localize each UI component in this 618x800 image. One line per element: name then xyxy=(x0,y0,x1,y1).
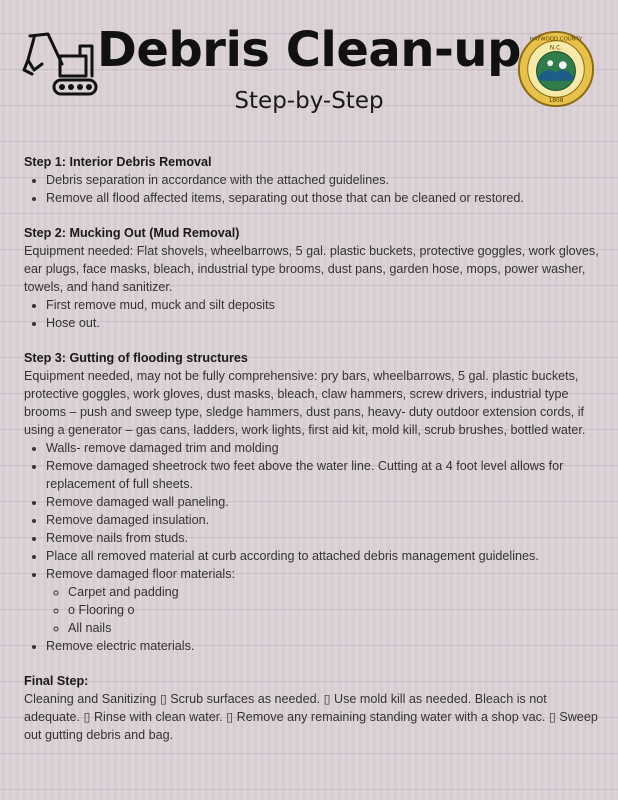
step-1-heading: Step 1: Interior Debris Removal xyxy=(24,155,212,169)
list-item: • Debris separation in accordance with the attached guidelines. xyxy=(46,171,599,189)
list-item xyxy=(46,565,599,637)
list-item: • Remove damaged sheetrock two feet above the water line. Cutting at a 4 foot level allows for replacement of full sheets. xyxy=(46,457,599,493)
page-title: Debris Clean-up xyxy=(97,22,521,78)
step-3-section xyxy=(24,349,599,655)
list-item: • Remove damaged wall paneling. xyxy=(46,493,599,511)
content xyxy=(24,153,599,761)
list-item-label: Remove damaged floor materials: xyxy=(46,567,235,581)
sub-list-item: ◦ Carpet and padding xyxy=(68,583,599,601)
step-1-section xyxy=(24,153,599,207)
final-step-text: Cleaning and Sanitizing ▯ Scrub surfaces as needed. ▯ Use mold kill as needed. Bleach is not adequate. ▯ Rinse with clean water. ▯ Remove any remaining standing water with a shop vac. ▯ Sweep out gutting debris and bag. xyxy=(24,692,598,742)
floor-materials-sublist xyxy=(46,583,599,637)
sub-list-item: ◦ o Flooring o xyxy=(68,601,599,619)
step-2-heading: Step 2: Mucking Out (Mud Removal) xyxy=(24,226,240,240)
seal-year-text: 1808 xyxy=(548,98,564,105)
step-3-list xyxy=(24,439,599,655)
sub-list-item: ◦ All nails xyxy=(68,619,599,637)
step-2-section xyxy=(24,224,599,332)
list-item: • First remove mud, muck and silt deposits xyxy=(46,296,599,314)
county-seal-icon xyxy=(517,30,595,108)
final-step-section xyxy=(24,672,599,744)
step-2-equipment: Equipment needed: Flat shovels, wheelbarrows, 5 gal. plastic buckets, protective goggles, work gloves, ear plugs, face masks, bleach, industrial type brooms, dust pans, garden hose, mops, power washer, towels, and hand sanitizer. xyxy=(24,244,599,294)
list-item: • Remove all flood affected items, separating out those that can be cleaned or restored. xyxy=(46,189,599,207)
step-3-equipment: Equipment needed, may not be fully comprehensive: pry bars, wheelbarrows, 5 gal. plastic buckets, protective goggles, work gloves, dust masks, bleach, claw hammers, screw drivers, industrial type brooms – push and sweep type, sledge hammers, dust pans, heavy- duty outdoor extension cords, if using a generator – gas cans, ladders, work lights, first aid kit, mold kill, scrub brushes, bottled water. xyxy=(24,369,586,437)
list-item: • Remove electric materials. xyxy=(46,637,599,655)
step-3-heading: Step 3: Gutting of flooding structures xyxy=(24,351,248,365)
list-item: • Remove damaged insulation. xyxy=(46,511,599,529)
header xyxy=(0,0,618,140)
page-subtitle: Step-by-Step xyxy=(234,88,384,114)
list-item: • Place all removed material at curb according to attached debris management guidelines. xyxy=(46,547,599,565)
list-item: • Walls- remove damaged trim and molding xyxy=(46,439,599,457)
seal-mid-text: N.C. xyxy=(549,45,563,52)
final-step-heading: Final Step: xyxy=(24,674,89,688)
step-2-list xyxy=(24,296,599,332)
list-item: • Remove nails from studs. xyxy=(46,529,599,547)
step-1-list xyxy=(24,171,599,207)
seal-top-text: HAYWOOD COUNTY xyxy=(529,36,583,43)
list-item: • Hose out. xyxy=(46,314,599,332)
